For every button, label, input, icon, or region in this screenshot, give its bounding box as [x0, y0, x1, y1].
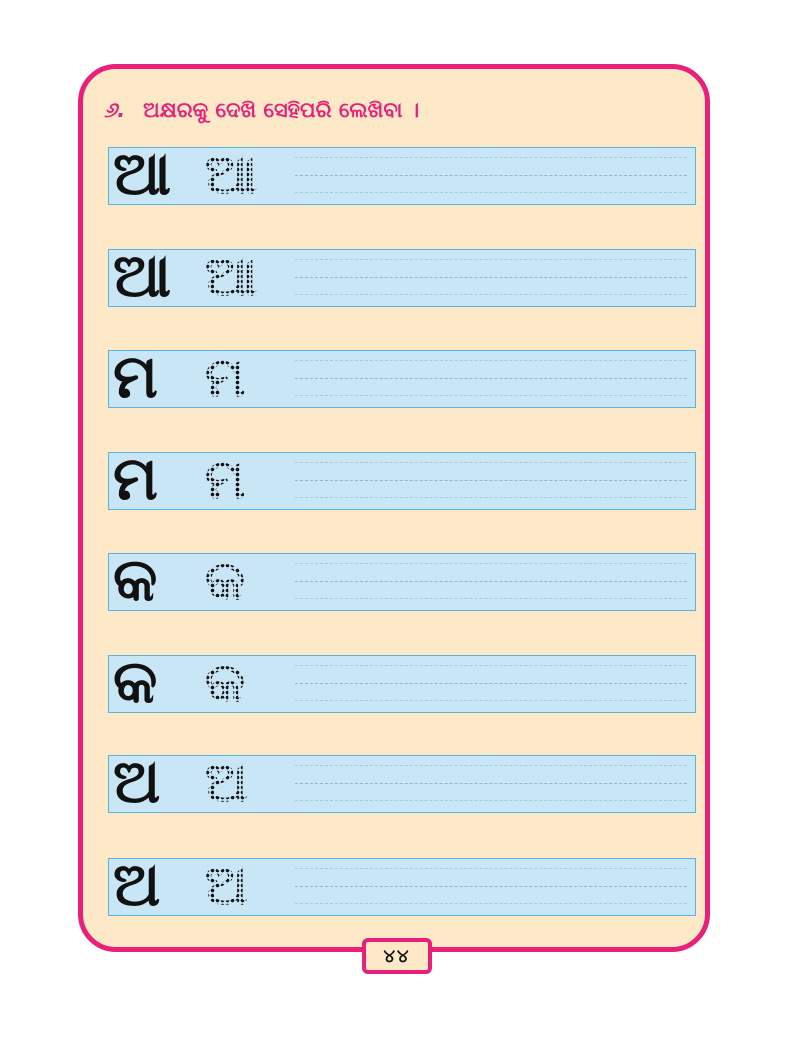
guide-line [295, 868, 687, 869]
exercise-heading [104, 90, 419, 130]
model-letter: କ [113, 545, 158, 615]
exercise-number: ୬. [104, 97, 126, 122]
dotted-trace-letter: ଆ [205, 245, 258, 308]
dotted-trace-letter: ଅ [205, 751, 248, 814]
guide-line [295, 581, 687, 582]
page-number-badge: ୪୪ [362, 938, 432, 974]
model-letter: ଅ [113, 850, 161, 920]
dotted-trace-letter: ଆ [205, 143, 258, 206]
guide-line [295, 598, 687, 599]
guide-line [295, 175, 687, 176]
practice-row[interactable] [108, 647, 696, 717]
guide-line [295, 277, 687, 278]
guide-line [295, 480, 687, 481]
guide-line [295, 903, 687, 904]
guide-line [295, 395, 687, 396]
practice-row[interactable] [108, 850, 696, 920]
practice-row[interactable] [108, 444, 696, 514]
guide-line [295, 563, 687, 564]
model-letter: ଅ [113, 747, 161, 817]
guide-line [295, 886, 687, 887]
practice-row[interactable] [108, 747, 696, 817]
model-letter: ଆ [113, 139, 172, 209]
practice-row[interactable] [108, 241, 696, 311]
guide-line [295, 294, 687, 295]
guide-line [295, 192, 687, 193]
model-letter: ମ [113, 342, 158, 412]
dotted-trace-letter: ଅ [205, 854, 248, 917]
guide-line [295, 497, 687, 498]
model-letter: କ [113, 647, 158, 717]
guide-line [295, 700, 687, 701]
guide-line [295, 259, 687, 260]
practice-row[interactable] [108, 545, 696, 615]
dotted-trace-letter: କ [205, 651, 245, 714]
exercise-instruction: ଅକ୍ଷରକୁ ଦେଖି ସେହିପରି ଲେଖିବା । [143, 97, 420, 122]
model-letter: ଆ [113, 241, 172, 311]
dotted-trace-letter: ମ [205, 346, 246, 409]
guide-line [295, 683, 687, 684]
guide-line [295, 783, 687, 784]
model-letter: ମ [113, 444, 158, 514]
guide-line [295, 765, 687, 766]
guide-line [295, 462, 687, 463]
guide-line [295, 665, 687, 666]
guide-line [295, 800, 687, 801]
dotted-trace-letter: ମ [205, 448, 246, 511]
dotted-trace-letter: କ [205, 549, 245, 612]
practice-row[interactable] [108, 139, 696, 209]
guide-line [295, 378, 687, 379]
guide-line [295, 360, 687, 361]
practice-row[interactable] [108, 342, 696, 412]
guide-line [295, 157, 687, 158]
